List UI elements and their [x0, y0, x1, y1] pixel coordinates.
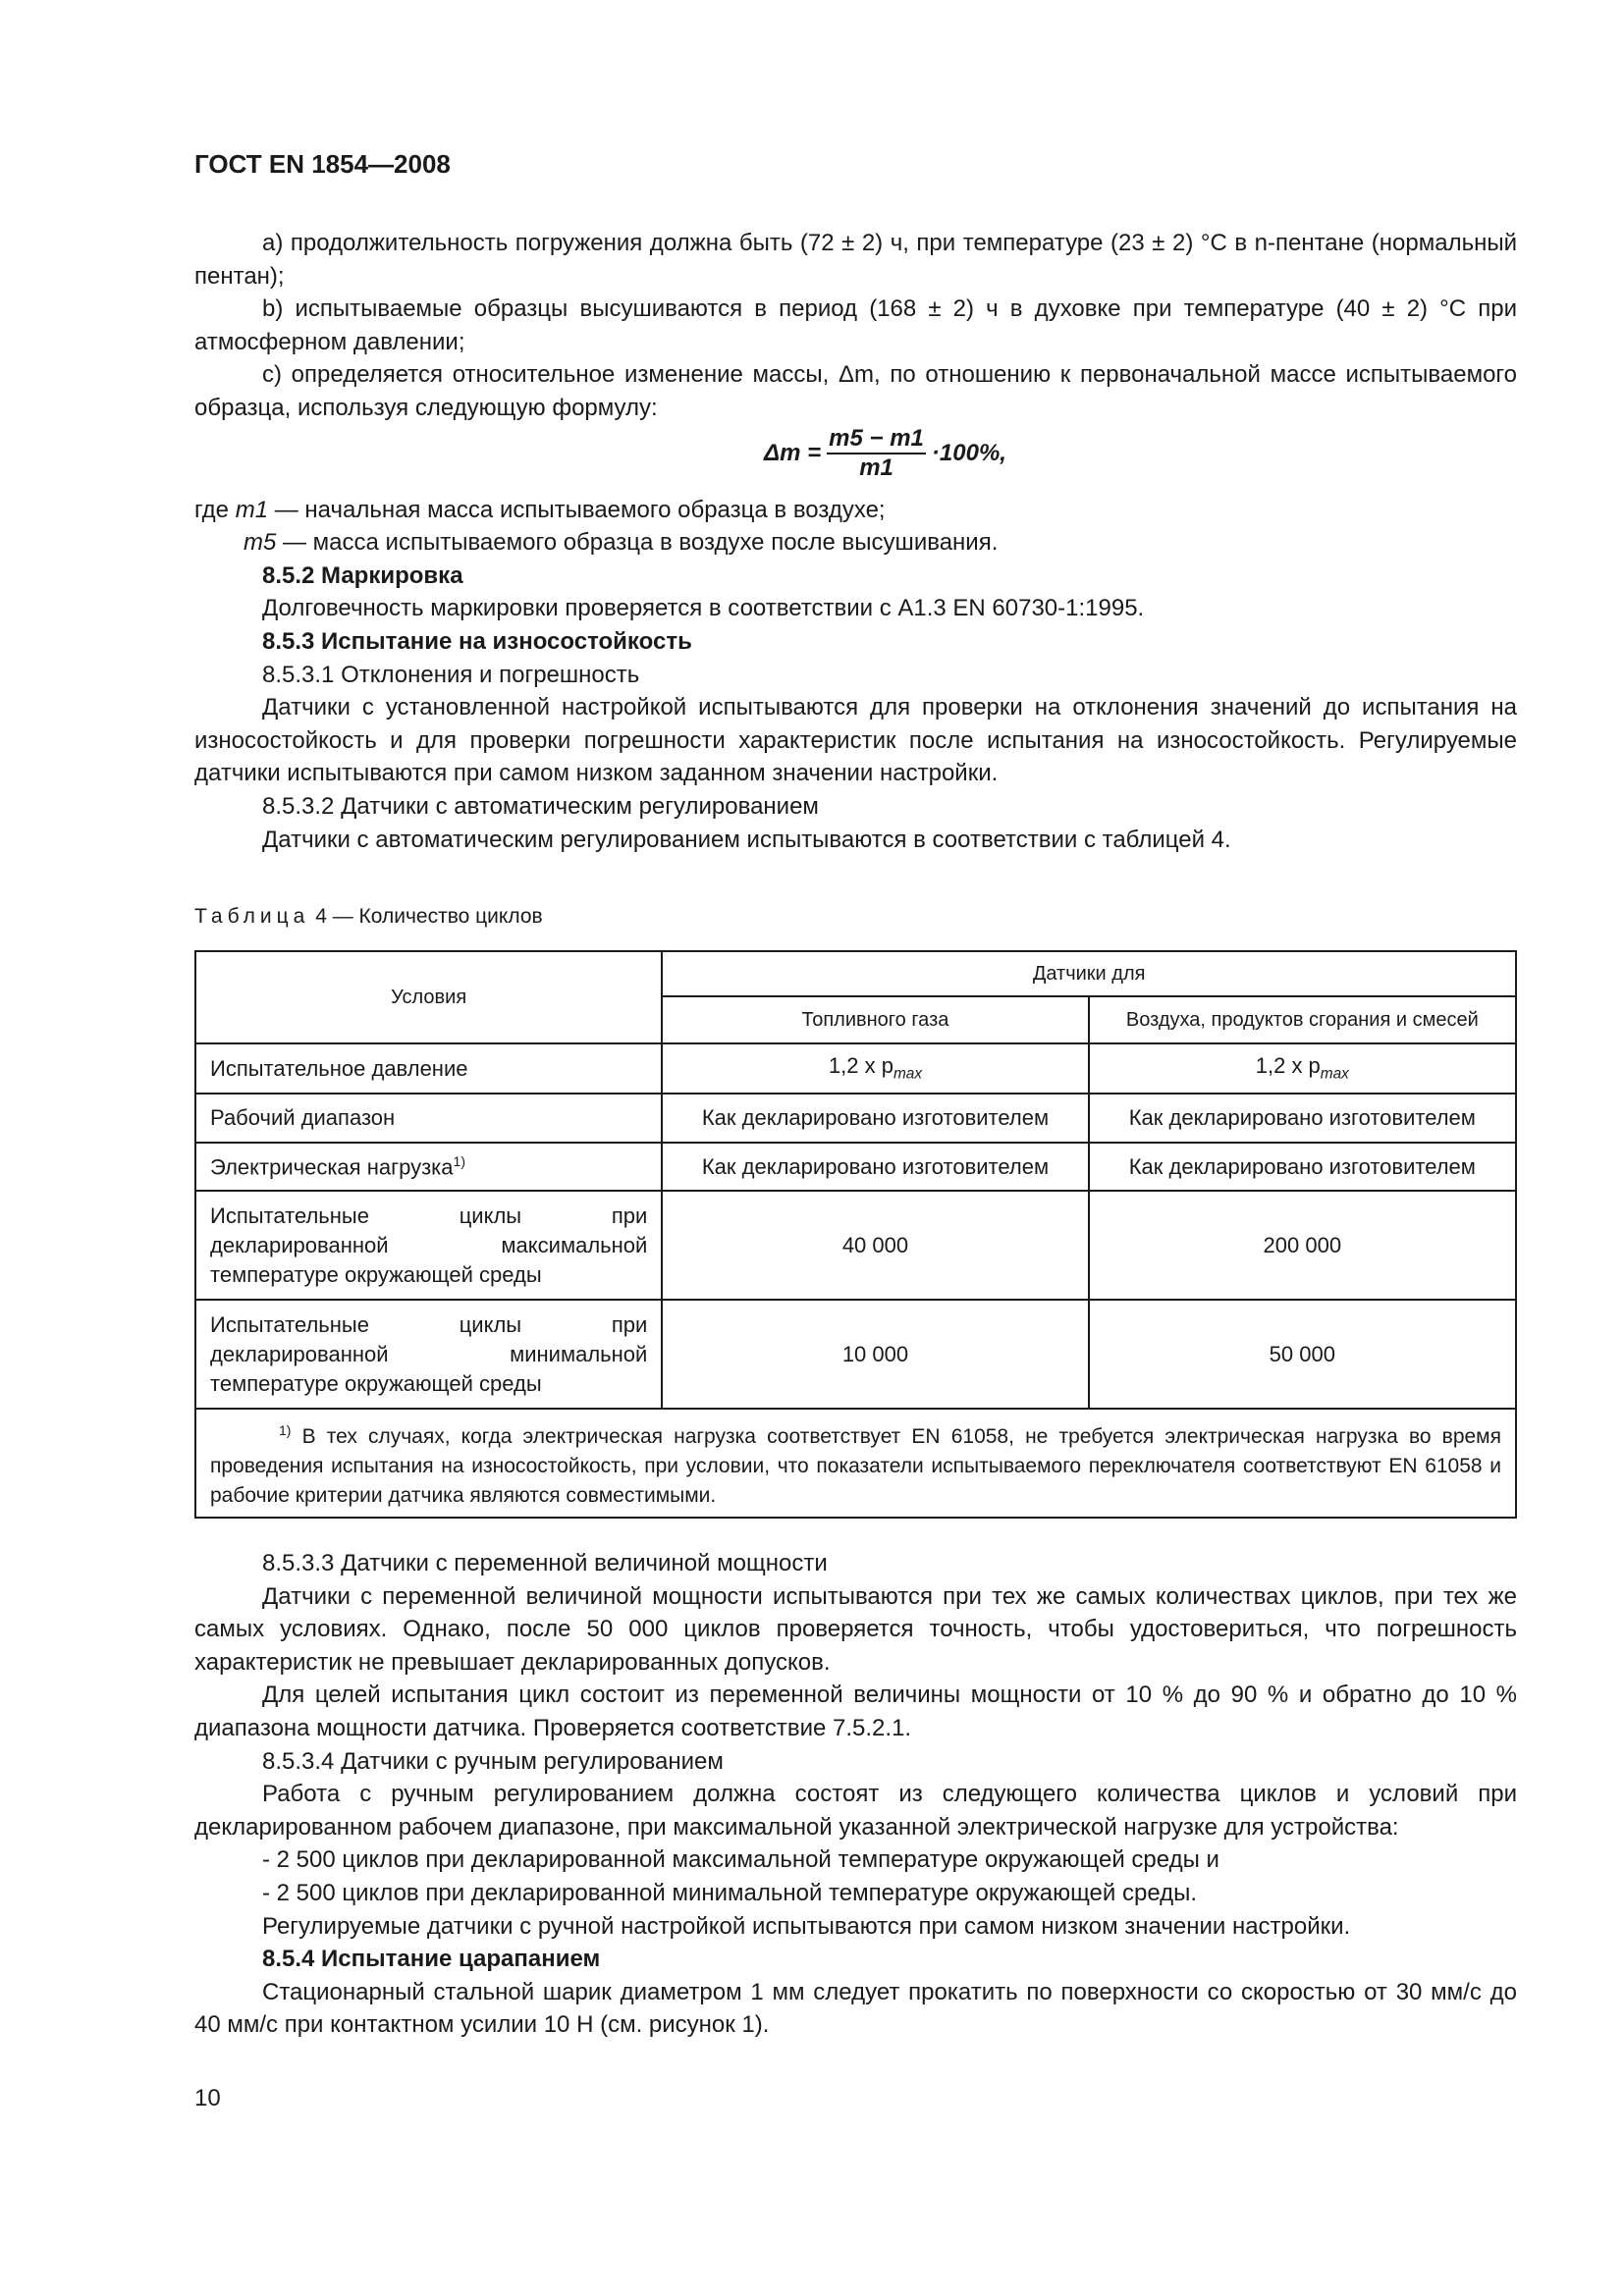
item-b: b) испытываемые образцы высушиваются в период (168 ± 2) ч в духовке при температуре (40 ± 2) °С при атмосферном давлении;: [194, 295, 1517, 355]
body-top: [194, 227, 1517, 856]
header-sensors: Датчики для: [662, 951, 1516, 996]
section-8-5-4-p1: Стационарный стальной шарик диаметром 1 мм следует прокатить по поверхности со скоростью от 30 мм/с до 40 мм/с при контактном усилии 10 Н (см. рисунок 1).: [194, 1978, 1517, 2039]
table-footnote: $^{1)}$ В тех случаях, когда электрическая нагрузка соответствует EN 61058, не требуется электрическая нагрузка во время проведения испытания на износостойкость, при условии, что показатели испытываемого переключателя соответствуют EN 61058 и рабочие критерии датчика являются совместимыми.: [195, 1409, 1516, 1518]
section-8-5-3-4-title: 8.5.3.4 Датчики с ручным регулированием: [262, 1747, 724, 1775]
section-8-5-3-1-text: Датчики с установленной настройкой испытываются для проверки на отклонения значений до испытания на износостойкость и для проверки погрешности характеристик после испытания на износостойкость. Регулируемые датчики испытываются при самом низком заданном значении настройки.: [194, 694, 1517, 787]
section-8-5-3-2-text: Датчики с автоматическим регулированием испытываются в соответствии с таблицей 4.: [262, 826, 1231, 853]
list-item: - 2 500 циклов при декларированной минимальной температуре окружающей среды.: [262, 1879, 1198, 1906]
formula-numerator: m5 − m1: [827, 425, 926, 454]
formula-tail: ·100%,: [931, 439, 1006, 466]
section-8-5-3-3-title: 8.5.3.3 Датчики с переменной величиной мощности: [262, 1550, 828, 1576]
where-m1: где m1 — начальная масса испытываемого образца в воздухе;: [194, 496, 886, 523]
formula: [194, 425, 1517, 494]
section-8-5-3-title: 8.5.3 Испытание на износостойкость: [262, 627, 692, 655]
section-8-5-3-4-p2: Регулируемые датчики с ручной настройкой испытываются при самом низком значении настройки.: [262, 1912, 1351, 1940]
header-conditions: Условия: [195, 951, 662, 1043]
item-a: а) продолжительность погружения должна быть (72 ± 2) ч, при температуре (23 ± 2) °С в n-пентане (нормальный пентан);: [194, 230, 1517, 290]
body-bottom: [194, 1547, 1517, 2042]
table-row: Испытательное давление 1,2 x $p_{max}$ 1,2 x $p_{max}$: [195, 1043, 1516, 1094]
header-fuel-gas: Топливного газа: [662, 996, 1088, 1043]
table-row: Электрическая нагрузка$^{1)}$ Как декларировано изготовителем Как декларировано изготовителем: [195, 1143, 1516, 1191]
table-row: Рабочий диапазон Как декларировано изготовителем Как декларировано изготовителем: [195, 1094, 1516, 1143]
document-header: ГОСТ EN 1854—2008: [194, 149, 451, 179]
section-8-5-2-text: Долговечность маркировки проверяется в соответствии с А1.3 EN 60730-1:1995.: [262, 595, 1145, 622]
section-8-5-3-3-p2: Для целей испытания цикл состоит из переменной величины мощности от 10 % до 90 % и обратно до 10 % диапазона мощности датчика. Проверяется соответствие 7.5.2.1.: [194, 1682, 1517, 1741]
formula-denominator: m1: [859, 454, 893, 481]
section-8-5-3-3-p1: Датчики с переменной величиной мощности испытываются при тех же самых количествах циклов, при тех же самых условиях. Однако, после 50 000 циклов проверяется точность, чтобы удостовериться, что погрешность характеристик не превышает декларированных допусков.: [194, 1582, 1517, 1676]
formula-lhs: Δm =: [764, 439, 822, 466]
table-row: Испытательные циклы при декларированной минимальной температуре окружающей среды 10 000 50 000: [195, 1300, 1516, 1409]
section-8-5-4-title: 8.5.4 Испытание царапанием: [262, 1946, 601, 1973]
table-row: Испытательные циклы при декларированной максимальной температуре окружающей среды 40 000 200 000: [195, 1191, 1516, 1300]
cycles-table: [194, 950, 1517, 1519]
section-8-5-2-title: 8.5.2 Маркировка: [262, 561, 463, 589]
table-caption: Таблица 4 — Количество циклов: [194, 905, 543, 928]
item-c: с) определяется относительное изменение массы, Δm, по отношению к первоначальной массе испытываемого образца, используя следующую формулу:: [194, 361, 1517, 421]
header-air: Воздуха, продуктов сгорания и смесей: [1089, 996, 1516, 1043]
section-8-5-3-4-p1: Работа с ручным регулированием должна состоят из следующего количества циклов и условий при декларированном рабочем диапазоне, при максимальной указанной электрической нагрузке для устройства:: [194, 1781, 1517, 1841]
section-8-5-3-2-title: 8.5.3.2 Датчики с автоматическим регулированием: [262, 792, 819, 820]
page-number: 10: [194, 2085, 221, 2111]
where-m5: m5 — масса испытываемого образца в воздухе после высушивания.: [244, 529, 999, 557]
list-item: - 2 500 циклов при декларированной максимальной температуре окружающей среды и: [262, 1846, 1219, 1874]
section-8-5-3-1-title: 8.5.3.1 Отклонения и погрешность: [262, 661, 640, 688]
